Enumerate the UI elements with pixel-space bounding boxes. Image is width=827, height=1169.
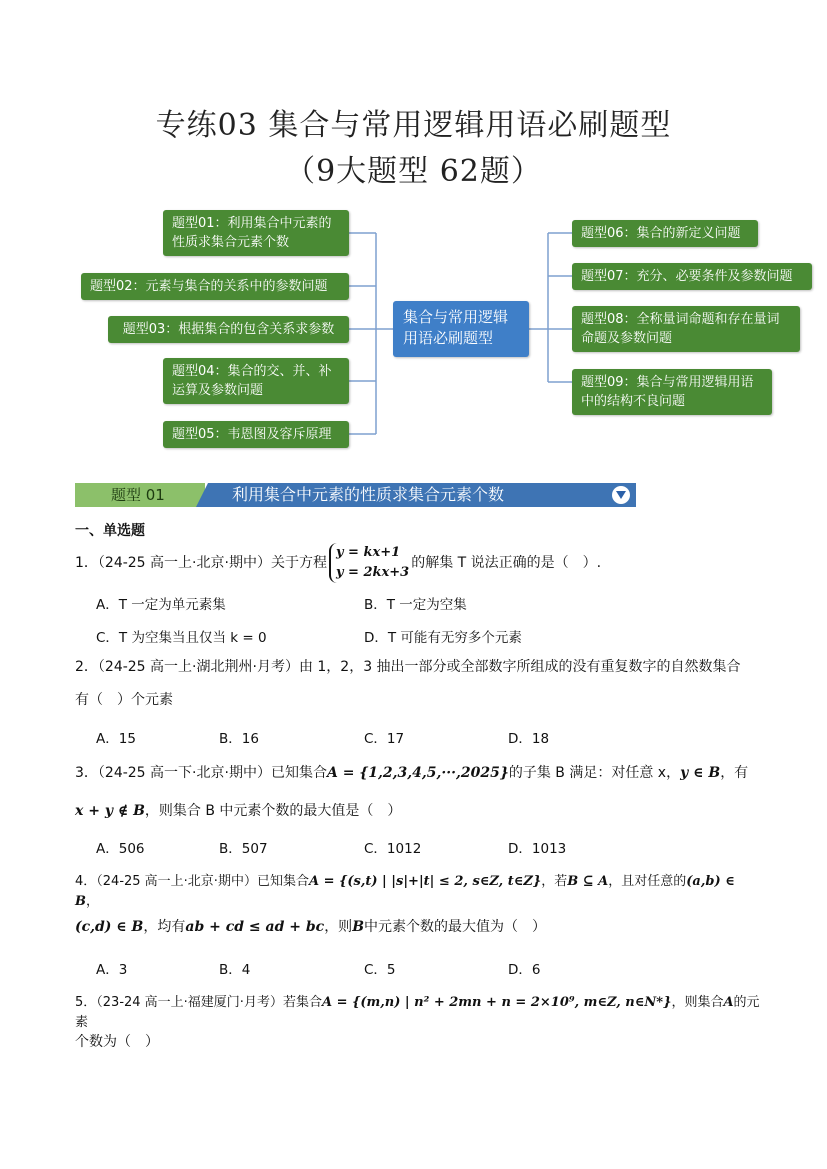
pair-ab-expression: (a,b) ∈ B — [75, 874, 735, 909]
option-a[interactable]: A．3 — [96, 962, 128, 978]
option-d[interactable]: D．1013 — [508, 841, 567, 857]
option-d[interactable]: D．18 — [508, 731, 550, 747]
option-b[interactable]: B．T 一定为空集 — [364, 597, 467, 613]
question-4-text-e: ，均有 — [143, 919, 186, 935]
question-3-text-d: ，则集合 B 中元素个数的最大值是（ ） — [144, 803, 402, 819]
question-1-prefix: 1．（24-25 高一上·北京·期中）关于方程 — [75, 555, 327, 571]
question-4-text-c: ，且对任意的 — [608, 874, 687, 889]
chevron-down-icon[interactable] — [612, 486, 630, 504]
banner-tag: 题型 01 — [75, 483, 205, 507]
mindmap-right-item-6: 题型06：集合的新定义问题 — [572, 220, 758, 247]
set-a-expression: A = {(m,n) | n² + 2mn + n = 2×10⁹, m∈Z, n∈N*} — [321, 995, 672, 1010]
subset-expression: B ⊆ A — [567, 874, 609, 889]
option-c[interactable]: C．1012 — [364, 841, 422, 857]
question-4-text-g: 中元素个数的最大值为（ ） — [364, 919, 547, 935]
question-4-text-b: ，若 — [541, 874, 568, 889]
option-a[interactable]: A．506 — [96, 841, 145, 857]
option-c[interactable]: C．17 — [364, 731, 405, 747]
page-title: 专练03 集合与常用逻辑用语必刷题型 — [155, 108, 672, 143]
mindmap-right-item-8: 题型08：全称量词命题和存在量词命题及参数问题 — [572, 306, 800, 352]
option-a[interactable]: A．T 一定为单元素集 — [96, 597, 226, 613]
question-1 — [75, 543, 765, 583]
set-a-expression: A = {(s,t) | |s|+|t| ≤ 2, s∈Z, t∈Z} — [308, 874, 542, 889]
mindmap-left-item-2: 题型02：元素与集合的关系中的参数问题 — [81, 273, 349, 300]
option-c[interactable]: C．T 为空集当且仅当 k = 0 — [96, 630, 267, 646]
question-1-suffix: 的解集 T 说法正确的是（ ）. — [411, 555, 602, 571]
question-4-line1 — [75, 872, 755, 912]
equation-1: y = kx+1 — [335, 545, 401, 560]
question-4-line2 — [75, 917, 765, 937]
question-5-text-c: 的元素 — [75, 995, 760, 1030]
question-3-text-a: 3．（24-25 高一下·北京·期中）已知集合 — [75, 765, 327, 781]
option-b[interactable]: B．4 — [219, 962, 251, 978]
banner-title: 利用集合中元素的性质求集合元素个数 — [232, 485, 505, 504]
equation-2: y = 2kx+3 — [335, 565, 410, 580]
set-a-expression: A = {1,2,3,4,5,···,2025} — [326, 765, 509, 781]
question-5-text-b: ，则集合 — [671, 995, 724, 1010]
option-b[interactable]: B．16 — [219, 731, 259, 747]
condition-expression: x + y ∉ B — [75, 803, 145, 819]
mindmap-left-item-3: 题型03：根据集合的包含关系求参数 — [108, 316, 349, 343]
question-4-text-d: ， — [86, 894, 100, 909]
set-b-symbol: B — [352, 919, 365, 935]
mindmap-left-item-4: 题型04：集合的交、并、补运算及参数问题 — [163, 358, 349, 404]
option-a[interactable]: A．15 — [96, 731, 136, 747]
set-a-symbol: A — [723, 995, 734, 1010]
mindmap-left-item-5: 题型05：韦恩图及容斥原理 — [163, 421, 349, 448]
question-2-line1: 2．（24-25 高一上·湖北荆州·月考）由 1，2，3 抽出一部分或全部数字所组成的没有重复数字的自然数集合 — [75, 659, 741, 675]
question-3-line1 — [75, 763, 765, 783]
option-d[interactable]: D．6 — [508, 962, 541, 978]
equation-system — [329, 543, 409, 583]
mindmap-left-item-1: 题型01：利用集合中元素的性质求集合元素个数 — [163, 210, 349, 256]
option-d[interactable]: D．T 可能有无穷多个元素 — [364, 630, 522, 646]
pair-cd-expression: (c,d) ∈ B — [75, 919, 144, 935]
question-5-text-a: 5．（23-24 高一上·福建厦门·月考）若集合 — [75, 995, 322, 1010]
question-3-text-c: ，有 — [720, 765, 749, 781]
mindmap-right-item-7: 题型07：充分、必要条件及参数问题 — [572, 263, 812, 290]
option-c[interactable]: C．5 — [364, 962, 396, 978]
option-b[interactable]: B．507 — [219, 841, 268, 857]
section-title: 一、单选题 — [75, 523, 145, 539]
question-5-line1 — [75, 993, 765, 1033]
question-4-text-f: ，则 — [324, 919, 353, 935]
question-5-line2: 个数为（ ） — [75, 1034, 159, 1050]
question-4-text-a: 4．（24-25 高一上·北京·期中）已知集合 — [75, 874, 309, 889]
question-2-line2: 有（ ）个元素 — [75, 692, 173, 708]
mindmap-right-item-9: 题型09：集合与常用逻辑用语中的结构不良问题 — [572, 369, 772, 415]
mindmap-center: 集合与常用逻辑用语必刷题型 — [393, 301, 529, 357]
question-3-text-b: 的子集 B 满足：对任意 x， — [508, 765, 681, 781]
membership-expression: y ∈ B — [680, 765, 721, 781]
page-subtitle: （9大题型 62题） — [285, 154, 542, 189]
inequality-expression: ab + cd ≤ ad + bc — [185, 919, 325, 935]
question-3-line2 — [75, 801, 765, 821]
